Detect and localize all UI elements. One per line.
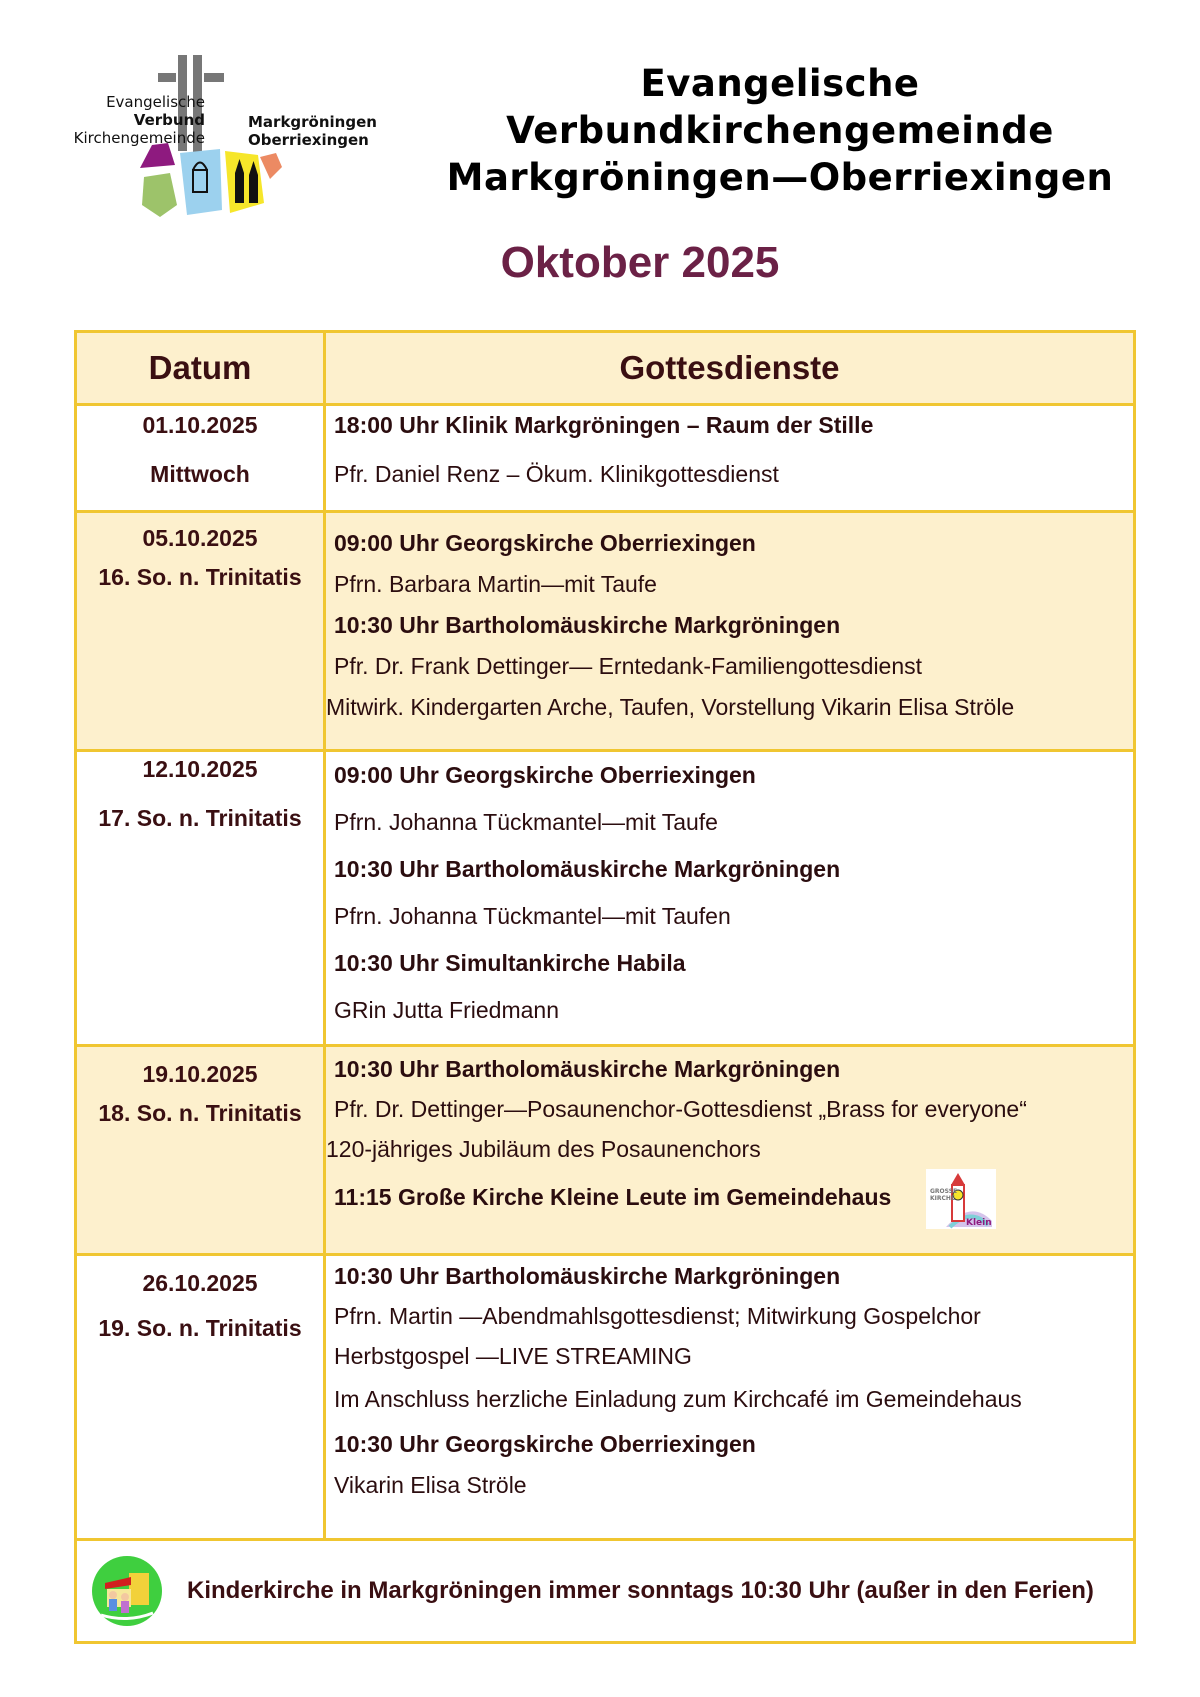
service-line: Pfrn. Barbara Martin—mit Taufe: [334, 571, 657, 597]
service-line: 10:30 Uhr Simultankirche Habila: [334, 950, 686, 976]
service-line: 10:30 Uhr Bartholomäuskirche Markgröningen: [334, 612, 841, 638]
service-date: 05.10.2025: [142, 525, 258, 551]
table-row: [76, 1255, 1135, 1540]
service-schedule-table: [74, 330, 1136, 1644]
kinderkirche-cell: [76, 1540, 1135, 1643]
service-line: 18:00 Uhr Klinik Markgröningen – Raum der Stille: [334, 412, 874, 438]
service-date: 26.10.2025: [142, 1270, 258, 1296]
logo-line: Markgröningen: [248, 113, 377, 131]
table-row: [76, 1046, 1135, 1255]
kinderkirche-row: [76, 1540, 1135, 1643]
service-line: GRin Jutta Friedmann: [334, 997, 559, 1023]
congregation-logo: [60, 55, 380, 235]
column-header-date: Datum: [76, 332, 325, 405]
kinderkirche-icon: [91, 1555, 163, 1627]
title-line: Evangelische: [640, 62, 920, 105]
service-line: 10:30 Uhr Bartholomäuskirche Markgröningen: [334, 1056, 841, 1082]
service-line: 120-jähriges Jubiläum des Posaunenchors: [326, 1136, 761, 1162]
service-day: 18. So. n. Trinitatis: [98, 1100, 302, 1126]
service-line-text: 11:15 Große Kirche Kleine Leute im Gemeindehaus: [334, 1184, 892, 1211]
logo-line: Oberriexingen: [248, 131, 369, 149]
service-line: Pfrn. Martin —Abendmahlsgottesdienst; Mitwirkung Gospelchor: [334, 1303, 981, 1329]
logo-left-text: [74, 93, 205, 147]
services-cell: [325, 405, 1135, 512]
service-line: 09:00 Uhr Georgskirche Oberriexingen: [334, 530, 756, 556]
table-row: [76, 751, 1135, 1046]
table-row: [76, 405, 1135, 512]
service-day: 16. So. n. Trinitatis: [98, 564, 302, 590]
date-cell: [76, 405, 325, 512]
date-cell: [76, 1255, 325, 1540]
service-line: Pfr. Dr. Frank Dettinger— Erntedank-Familiengottesdienst: [334, 653, 923, 679]
services-cell: [325, 1046, 1135, 1255]
logo-line: Verbund: [133, 111, 205, 129]
title-line: Verbundkirchengemeinde: [506, 109, 1054, 152]
svg-text:KIRCHE: KIRCHE: [929, 1195, 955, 1202]
logo-line: Kirchengemeinde: [73, 129, 205, 147]
service-line: 10:30 Uhr Bartholomäuskirche Markgröningen: [334, 1263, 841, 1289]
service-line: 09:00 Uhr Georgskirche Oberriexingen: [334, 762, 756, 788]
services-cell: [325, 1255, 1135, 1540]
date-cell: [76, 751, 325, 1046]
date-cell: [76, 1046, 325, 1255]
services-cell: [325, 751, 1135, 1046]
date-cell: [76, 512, 325, 751]
service-line: Vikarin Elisa Ströle: [334, 1472, 527, 1498]
title-line: Markgröningen—Oberriexingen: [446, 156, 1114, 199]
grosse-kirche-kleine-leute-icon: [926, 1169, 996, 1229]
svg-text:GROSSE: GROSSE: [929, 1188, 957, 1195]
service-line: 10:30 Uhr Georgskirche Oberriexingen: [334, 1431, 756, 1457]
table-row: [76, 512, 1135, 751]
month-heading: Oktober 2025: [500, 238, 780, 287]
svg-text:Klein: Klein: [965, 1218, 992, 1228]
column-header-services: Gottesdienste: [325, 332, 1135, 405]
service-line: Pfrn. Johanna Tückmantel—mit Taufe: [334, 809, 718, 835]
service-day: 17. So. n. Trinitatis: [98, 805, 302, 831]
service-line: Pfr. Daniel Renz – Ökum. Klinikgottesdienst: [334, 461, 779, 487]
service-line: Mitwirk. Kindergarten Arche, Taufen, Vorstellung Vikarin Elisa Ströle: [326, 694, 1015, 720]
service-line: Pfr. Dr. Dettinger—Posaunenchor-Gottesdienst „Brass for everyone“: [334, 1096, 1027, 1122]
service-line: Herbstgospel —LIVE STREAMING: [334, 1343, 692, 1369]
page-title: [420, 60, 1140, 201]
logo-right-text: [248, 113, 377, 149]
logo-line: Evangelische: [106, 93, 205, 111]
service-day: Mittwoch: [150, 461, 250, 487]
service-line: Im Anschluss herzliche Einladung zum Kirchcafé im Gemeindehaus: [334, 1386, 1022, 1412]
service-date: 01.10.2025: [142, 412, 258, 438]
kinderkirche-text: Kinderkirche in Markgröningen immer sonntags 10:30 Uhr (außer in den Ferien): [187, 1577, 1094, 1604]
service-line: [334, 1169, 1133, 1229]
service-line: 10:30 Uhr Bartholomäuskirche Markgröningen: [334, 856, 841, 882]
services-cell: [325, 512, 1135, 751]
service-date: 19.10.2025: [142, 1061, 258, 1087]
service-day: 19. So. n. Trinitatis: [98, 1315, 302, 1341]
service-line: Pfrn. Johanna Tückmantel—mit Taufen: [334, 903, 731, 929]
table-header-row: [76, 332, 1135, 405]
service-date: 12.10.2025: [142, 756, 258, 782]
